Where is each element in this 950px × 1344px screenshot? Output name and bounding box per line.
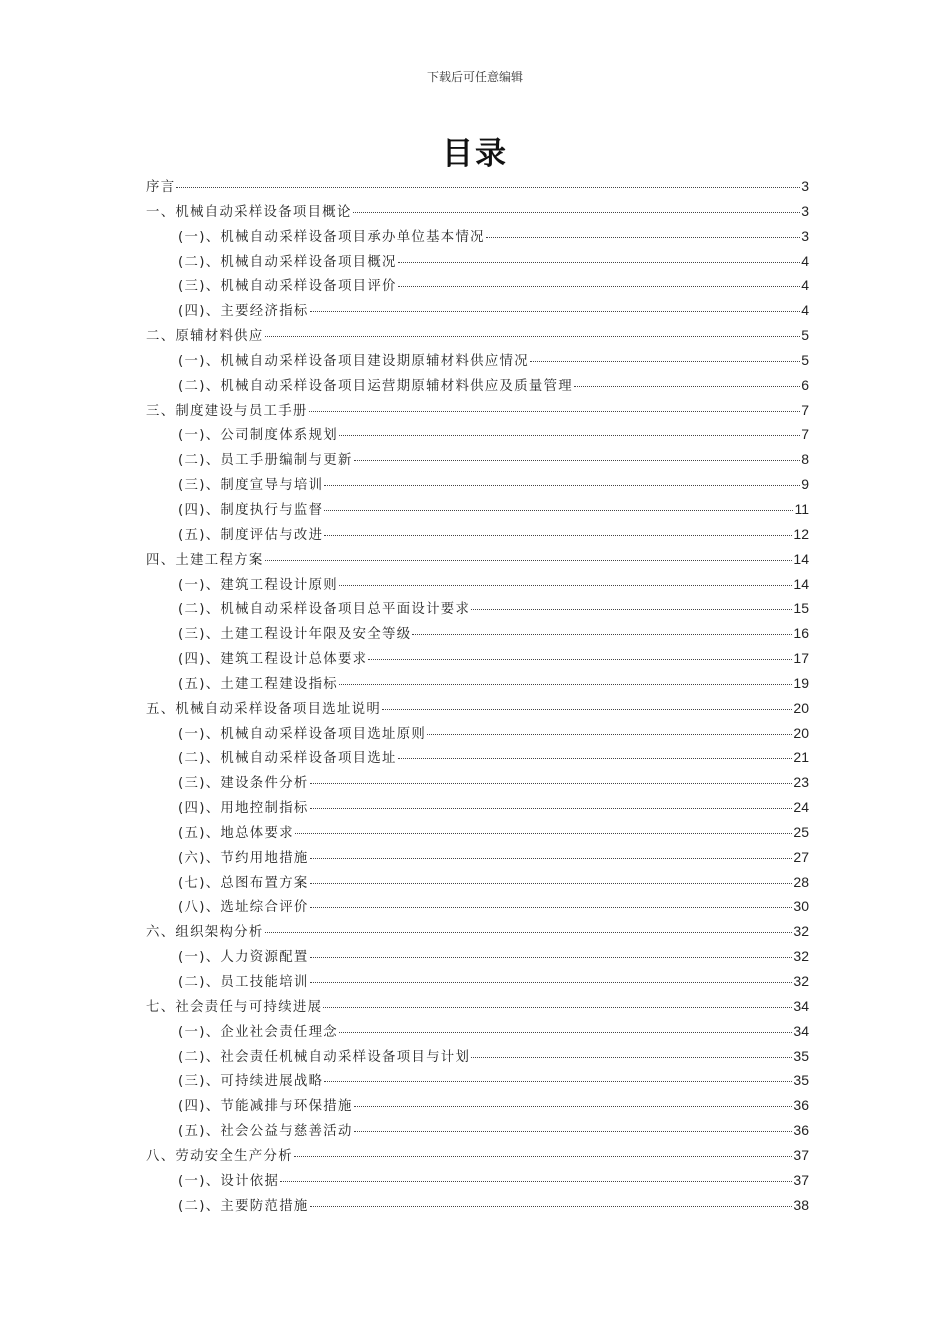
dot-leader bbox=[353, 212, 801, 213]
dot-leader bbox=[310, 957, 793, 958]
toc-entry-label: 序言 bbox=[146, 180, 176, 195]
toc-entry-label: 七、社会责任与可持续进展 bbox=[146, 999, 323, 1015]
toc-entry-label: 五、机械自动采样设备项目选址说明 bbox=[146, 701, 382, 717]
toc-entry-label: (一)、机械自动采样设备项目建设期原辅材料供应情况 bbox=[178, 353, 529, 369]
dot-leader bbox=[309, 411, 801, 412]
toc-subentry[interactable] bbox=[146, 373, 809, 398]
toc-entry-label: (三)、制度宣导与培训 bbox=[178, 478, 324, 494]
dot-leader bbox=[471, 609, 792, 610]
toc-entry-label: (二)、机械自动采样设备项目总平面设计要求 bbox=[178, 602, 471, 618]
dot-leader bbox=[280, 1181, 792, 1182]
toc-entry[interactable] bbox=[146, 696, 809, 721]
dot-leader bbox=[354, 1131, 793, 1132]
toc-subentry[interactable] bbox=[146, 944, 809, 969]
toc-page-number: 35 bbox=[793, 1047, 809, 1064]
toc-page-number: 20 bbox=[793, 699, 809, 716]
toc-page-number: 21 bbox=[793, 749, 809, 766]
dot-leader bbox=[427, 734, 792, 735]
toc-entry[interactable] bbox=[146, 174, 809, 199]
toc-subentry[interactable] bbox=[146, 1093, 809, 1118]
dot-leader bbox=[398, 758, 793, 759]
toc-subentry[interactable] bbox=[146, 671, 809, 696]
dot-leader bbox=[265, 336, 801, 337]
toc-page-number: 3 bbox=[801, 202, 809, 219]
dot-leader bbox=[310, 808, 793, 809]
toc-page-number: 6 bbox=[801, 376, 809, 393]
toc-entry-label: (六)、节约用地措施 bbox=[178, 850, 309, 866]
toc-entry-label: (二)、机械自动采样设备项目概况 bbox=[178, 254, 397, 270]
toc-page-number: 15 bbox=[793, 600, 809, 617]
dot-leader bbox=[471, 1057, 792, 1058]
toc-entry[interactable] bbox=[146, 199, 809, 224]
toc-entry-label: (五)、土建工程建设指标 bbox=[178, 676, 338, 692]
toc-subentry[interactable] bbox=[146, 721, 809, 746]
table-of-contents bbox=[146, 174, 809, 1217]
toc-title: 目录 bbox=[442, 136, 508, 172]
toc-subentry[interactable] bbox=[146, 969, 809, 994]
toc-entry-label: (三)、机械自动采样设备项目评价 bbox=[178, 279, 397, 295]
dot-leader bbox=[339, 684, 792, 685]
toc-subentry[interactable] bbox=[146, 1193, 809, 1218]
dot-leader bbox=[354, 460, 801, 461]
toc-page-number: 28 bbox=[793, 873, 809, 890]
dot-leader bbox=[310, 982, 793, 983]
toc-page-number: 17 bbox=[793, 650, 809, 667]
dot-leader bbox=[368, 659, 792, 660]
toc-entry-label: 一、机械自动采样设备项目概论 bbox=[146, 204, 352, 220]
toc-page-number: 36 bbox=[793, 1122, 809, 1139]
toc-entry-label: (一)、设计依据 bbox=[178, 1173, 280, 1189]
toc-entry-label: (三)、可持续进展战略 bbox=[178, 1074, 324, 1090]
toc-subentry[interactable] bbox=[146, 596, 809, 621]
toc-page-number: 11 bbox=[794, 500, 809, 517]
toc-entry-label: 六、组织架构分析 bbox=[146, 925, 264, 941]
dot-leader bbox=[310, 783, 793, 784]
toc-page-number: 32 bbox=[793, 948, 809, 965]
dot-leader bbox=[324, 485, 800, 486]
dot-leader bbox=[339, 1032, 792, 1033]
dot-leader bbox=[354, 1106, 793, 1107]
toc-subentry[interactable] bbox=[146, 1168, 809, 1193]
dot-leader bbox=[324, 510, 793, 511]
dot-leader bbox=[324, 535, 792, 536]
toc-entry-label: (七)、总图布置方案 bbox=[178, 875, 309, 891]
toc-page-number: 35 bbox=[793, 1072, 809, 1089]
dot-leader bbox=[574, 386, 800, 387]
toc-subentry[interactable] bbox=[146, 745, 809, 770]
dot-leader bbox=[310, 1206, 793, 1207]
toc-page-number: 25 bbox=[793, 823, 809, 840]
toc-page-number: 7 bbox=[801, 401, 809, 418]
toc-page-number: 5 bbox=[801, 327, 809, 344]
toc-subentry[interactable] bbox=[146, 870, 809, 895]
toc-page-number: 16 bbox=[793, 625, 809, 642]
toc-subentry[interactable] bbox=[146, 298, 809, 323]
toc-page-number: 4 bbox=[801, 277, 809, 294]
toc-subentry[interactable] bbox=[146, 845, 809, 870]
toc-page-number: 32 bbox=[793, 923, 809, 940]
toc-entry-label: (四)、主要经济指标 bbox=[178, 304, 309, 320]
dot-leader bbox=[339, 435, 800, 436]
dot-leader bbox=[382, 709, 792, 710]
toc-subentry[interactable] bbox=[146, 572, 809, 597]
toc-entry-label: 四、土建工程方案 bbox=[146, 552, 264, 568]
dot-leader bbox=[530, 361, 800, 362]
dot-leader bbox=[265, 932, 793, 933]
toc-subentry[interactable] bbox=[146, 447, 809, 472]
toc-subentry[interactable] bbox=[146, 1118, 809, 1143]
page-header: 下载后可任意编辑 bbox=[426, 70, 523, 84]
toc-entry-label: (一)、建筑工程设计原则 bbox=[178, 577, 338, 593]
toc-page-number: 3 bbox=[801, 178, 809, 194]
toc-page-number: 30 bbox=[793, 898, 809, 915]
toc-subentry[interactable] bbox=[146, 224, 809, 249]
toc-page-number: 5 bbox=[801, 351, 809, 368]
dot-leader bbox=[324, 1081, 792, 1082]
dot-leader bbox=[398, 262, 800, 263]
dot-leader bbox=[310, 311, 801, 312]
toc-entry-label: (四)、用地控制指标 bbox=[178, 801, 309, 817]
toc-entry-label: (三)、建设条件分析 bbox=[178, 776, 309, 792]
toc-subentry[interactable] bbox=[146, 249, 809, 274]
toc-subentry[interactable] bbox=[146, 770, 809, 795]
toc-entry-label: (二)、机械自动采样设备项目选址 bbox=[178, 751, 397, 767]
dot-leader bbox=[310, 907, 793, 908]
toc-entry-label: (一)、机械自动采样设备项目承办单位基本情况 bbox=[178, 229, 485, 245]
dot-leader bbox=[486, 237, 800, 238]
dot-leader bbox=[310, 858, 793, 859]
dot-leader bbox=[323, 1007, 792, 1008]
toc-subentry[interactable] bbox=[146, 795, 809, 820]
dot-leader bbox=[294, 1156, 793, 1157]
dot-leader bbox=[295, 833, 793, 834]
dot-leader bbox=[339, 585, 792, 586]
toc-subentry[interactable] bbox=[146, 1068, 809, 1093]
toc-entry-label: (一)、公司制度体系规划 bbox=[178, 428, 338, 444]
toc-page-number: 12 bbox=[793, 525, 809, 542]
toc-entry-label: (一)、企业社会责任理念 bbox=[178, 1024, 338, 1040]
toc-page-number: 38 bbox=[793, 1196, 809, 1213]
toc-entry-label: (三)、土建工程设计年限及安全等级 bbox=[178, 627, 412, 643]
toc-page-number: 3 bbox=[801, 227, 809, 244]
dot-leader bbox=[176, 187, 800, 188]
toc-page-number: 14 bbox=[793, 550, 809, 567]
toc-entry-label: (二)、员工手册编制与更新 bbox=[178, 453, 353, 469]
toc-entry[interactable] bbox=[146, 919, 809, 944]
toc-subentry[interactable] bbox=[146, 497, 809, 522]
toc-page-number: 34 bbox=[793, 997, 809, 1014]
dot-leader bbox=[398, 286, 800, 287]
toc-page-number: 37 bbox=[793, 1171, 809, 1188]
toc-subentry[interactable] bbox=[146, 621, 809, 646]
toc-entry[interactable] bbox=[146, 547, 809, 572]
toc-page-number: 8 bbox=[801, 451, 809, 468]
toc-page-number: 4 bbox=[801, 302, 809, 319]
toc-entry-label: 三、制度建设与员工手册 bbox=[146, 403, 308, 419]
toc-entry-label: (五)、地总体要求 bbox=[178, 825, 294, 841]
toc-entry[interactable] bbox=[146, 323, 809, 348]
toc-subentry[interactable] bbox=[146, 472, 809, 497]
toc-entry-label: (二)、主要防范措施 bbox=[178, 1198, 309, 1214]
toc-entry-label: (二)、员工技能培训 bbox=[178, 975, 309, 990]
toc-page-number: 32 bbox=[793, 973, 809, 989]
toc-entry[interactable] bbox=[146, 994, 809, 1019]
toc-entry-label: (四)、建筑工程设计总体要求 bbox=[178, 652, 368, 668]
toc-page-number: 9 bbox=[801, 476, 809, 493]
toc-entry-label: (四)、制度执行与监督 bbox=[178, 502, 324, 518]
toc-subentry[interactable] bbox=[146, 1044, 809, 1069]
toc-subentry[interactable] bbox=[146, 820, 809, 845]
dot-leader bbox=[310, 883, 793, 884]
toc-entry-label: (二)、社会责任机械自动采样设备项目与计划 bbox=[178, 1049, 471, 1065]
toc-page-number: 19 bbox=[793, 674, 809, 691]
toc-subentry[interactable] bbox=[146, 894, 809, 919]
toc-page-number: 36 bbox=[793, 1097, 809, 1114]
dot-leader bbox=[412, 634, 792, 635]
toc-page-number: 20 bbox=[793, 724, 809, 741]
toc-entry-label: (一)、机械自动采样设备项目选址原则 bbox=[178, 726, 427, 742]
toc-entry[interactable] bbox=[146, 398, 809, 423]
toc-entry-label: (五)、制度评估与改进 bbox=[178, 527, 324, 543]
toc-entry-label: (四)、节能减排与环保措施 bbox=[178, 1099, 353, 1115]
toc-subentry[interactable] bbox=[146, 646, 809, 671]
toc-page-number: 7 bbox=[801, 426, 809, 443]
toc-page-number: 24 bbox=[793, 799, 809, 816]
toc-entry-label: (二)、机械自动采样设备项目运营期原辅材料供应及质量管理 bbox=[178, 378, 574, 394]
toc-entry-label: 八、劳动安全生产分析 bbox=[146, 1148, 293, 1164]
toc-page-number: 23 bbox=[793, 774, 809, 791]
toc-entry-label: (五)、社会公益与慈善活动 bbox=[178, 1124, 353, 1140]
toc-page-number: 4 bbox=[801, 252, 809, 269]
toc-entry[interactable] bbox=[146, 1143, 809, 1168]
toc-subentry[interactable] bbox=[146, 348, 809, 373]
toc-entry-label: (八)、选址综合评价 bbox=[178, 900, 309, 916]
dot-leader bbox=[265, 560, 793, 561]
toc-subentry[interactable] bbox=[146, 273, 809, 298]
toc-page-number: 34 bbox=[793, 1022, 809, 1039]
toc-page-number: 27 bbox=[793, 848, 809, 865]
toc-page-number: 14 bbox=[793, 575, 809, 592]
toc-entry-label: (一)、人力资源配置 bbox=[178, 950, 309, 966]
toc-subentry[interactable] bbox=[146, 422, 809, 447]
toc-subentry[interactable] bbox=[146, 522, 809, 547]
toc-page-number: 37 bbox=[793, 1146, 809, 1163]
toc-entry-label: 二、原辅材料供应 bbox=[146, 329, 264, 345]
toc-subentry[interactable] bbox=[146, 1019, 809, 1044]
